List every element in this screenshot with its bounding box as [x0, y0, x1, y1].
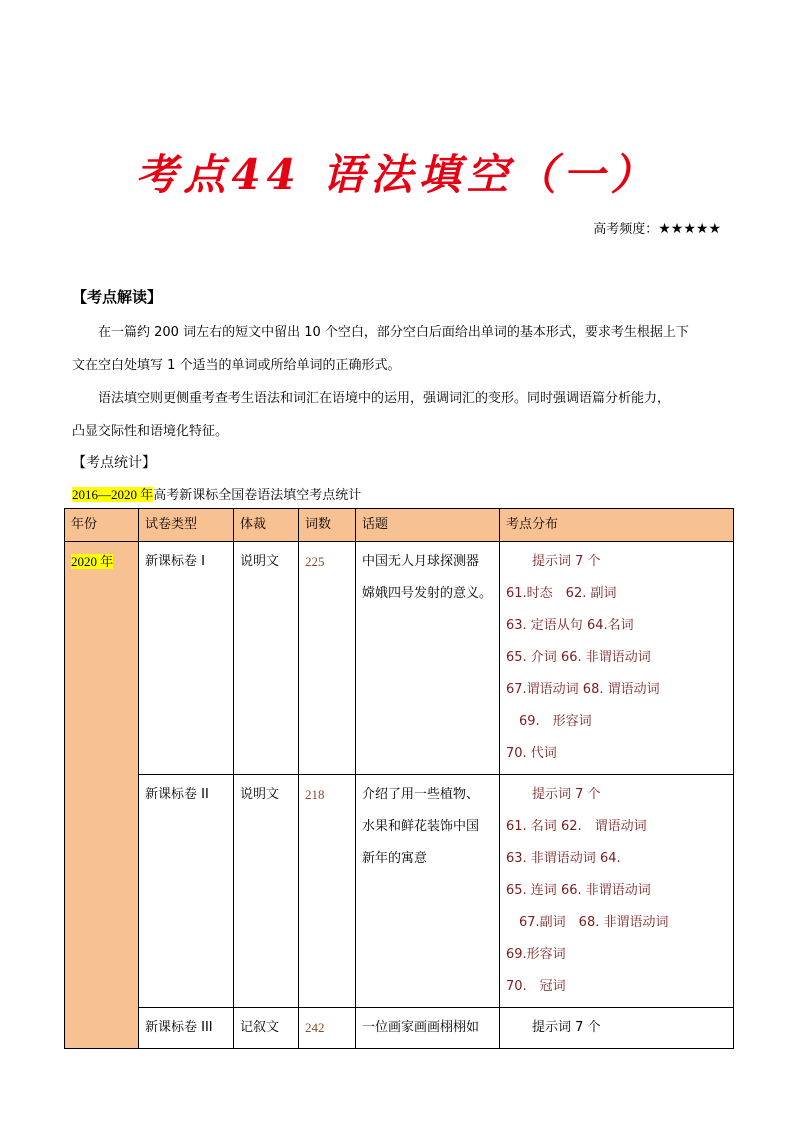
section-heading-statistics: 【考点统计】	[72, 455, 156, 471]
genre-cell: 说明文	[234, 775, 299, 1008]
table-caption	[72, 484, 361, 503]
frequency-stars: ★★★★★	[658, 221, 721, 237]
header-genre: 体裁	[234, 509, 299, 542]
para1-line1: 在一篇约 200 词左右的短文中留出 10 个空白，部分空白后面给出单词的基本形式，要求考生根据上下	[98, 325, 689, 340]
page-title: 考点44 语法填空（一）	[135, 150, 659, 199]
para2-line1: 语法填空则更侧重考查考生语法和词汇在语境中的运用，强调词汇的变形。同时强调语篇分析能力，	[98, 391, 671, 406]
statistics-table	[64, 508, 734, 1049]
paper-cell: 新课标卷 I	[139, 542, 234, 775]
exam-frequency	[593, 218, 721, 237]
topic-cell: 一位画家画画栩栩如	[356, 1008, 500, 1049]
points-cell: 提示词 7 个	[500, 1008, 734, 1049]
caption-text: 高考新课标全国卷语法填空考点统计	[153, 488, 362, 503]
header-topic: 话题	[356, 509, 500, 542]
paper-cell: 新课标卷 II	[139, 775, 234, 1008]
topic-cell: 中国无人月球探测器 嫦娥四号发射的意义。	[356, 542, 500, 775]
word-count-cell: 225	[299, 542, 356, 775]
genre-cell: 说明文	[234, 542, 299, 775]
table-row	[65, 542, 734, 775]
para1-line2: 文在空白处填写 1 个适当的单词或所给单词的正确形式。	[72, 358, 401, 373]
section-heading-interpretation: 【考点解读】	[72, 288, 163, 306]
word-count-cell: 218	[299, 775, 356, 1008]
points-cell: 提示词 7 个 61.时态 62. 副词 63. 定语从句 64.名词 65. 介词 66. 非谓语动词 67.谓语动词 68. 谓语动词 69. 形容词 70. 代词	[500, 542, 734, 775]
genre-cell: 记叙文	[234, 1008, 299, 1049]
points-cell: 提示词 7 个 61. 名词 62. 谓语动词 63. 非谓语动词 64. 65. 连词 66. 非谓语动词 67.副词 68. 非谓语动词 69.形容词 70. 冠词	[500, 775, 734, 1008]
header-paper: 试卷类型	[139, 509, 234, 542]
table-header-row	[65, 509, 734, 542]
header-words: 词数	[299, 509, 356, 542]
table-row	[65, 775, 734, 1008]
caption-years: 2016—2020 年	[72, 487, 154, 502]
paper-cell: 新课标卷 III	[139, 1008, 234, 1049]
header-points: 考点分布	[500, 509, 734, 542]
frequency-label: 高考频度：	[593, 222, 659, 237]
topic-cell: 介绍了用一些植物、 水果和鲜花装饰中国 新年的寓意	[356, 775, 500, 1008]
year-cell: 2020 年	[65, 542, 139, 1049]
header-year: 年份	[65, 509, 139, 542]
word-count-cell: 242	[299, 1008, 356, 1049]
table-row	[65, 1008, 734, 1049]
para2-line2: 凸显交际性和语境化特征。	[72, 424, 229, 439]
interpretation-text	[72, 316, 724, 448]
